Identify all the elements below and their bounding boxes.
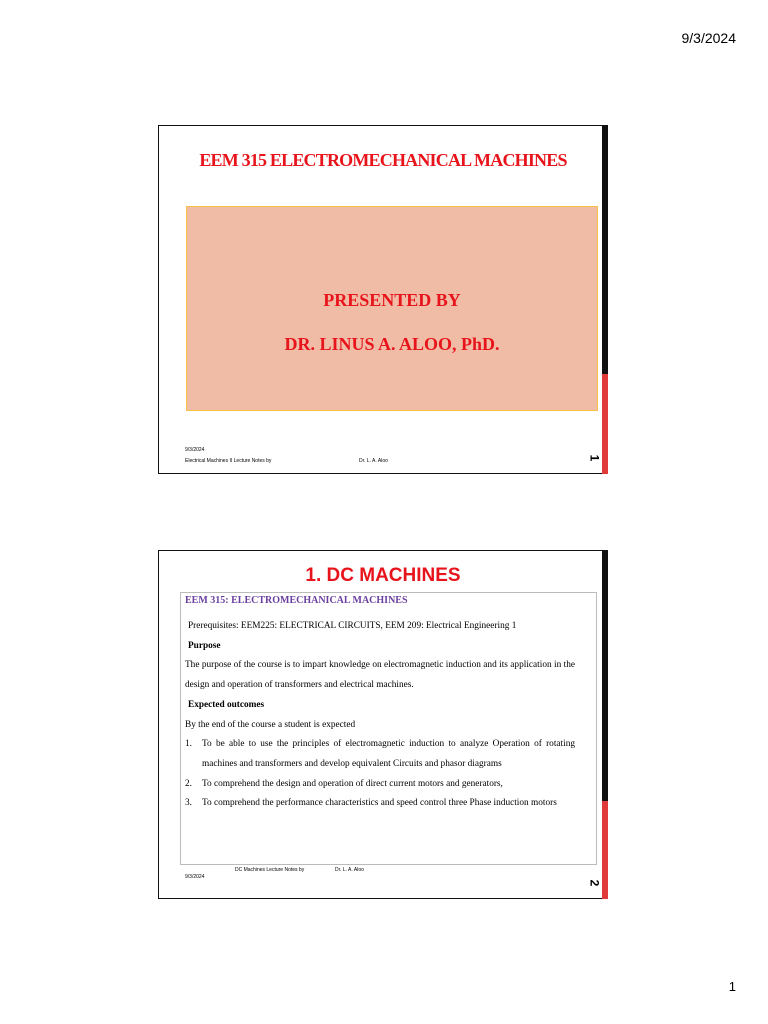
course-title: EEM 315: ELECTROMECHANICAL MACHINES: [185, 595, 408, 606]
slide-1-number: 1: [587, 454, 602, 462]
list-item: [185, 775, 575, 795]
list-item-number: 3.: [185, 798, 192, 809]
list-item-text: To comprehend the performance characteristics and speed control three Phase induction motors: [202, 798, 557, 809]
slide-2-footer-text: DC Machines Lecture Notes by: [235, 867, 305, 873]
prerequisites-text: Prerequisites: EEM225: ELECTRICAL CIRCUITS, EEM 209: Electrical Engineering 1: [188, 621, 517, 631]
presenter-name: DR. LINUS A. ALOO, PhD.: [284, 334, 500, 354]
list-item-text: To comprehend the design and operation of direct current motors and generators,: [202, 778, 503, 789]
slide-1-footer-text: Electrical Machines II Lecture Notes by: [185, 458, 272, 464]
page-date: 9/3/2024: [681, 30, 736, 46]
page-number: 1: [728, 979, 736, 994]
list-item-number: 1.: [185, 739, 192, 750]
list-item-number: 2.: [185, 778, 192, 789]
slide-1: [158, 125, 608, 474]
slide-2: [158, 550, 608, 899]
list-item: [185, 735, 575, 774]
slide-2-title: 1. DC MACHINES: [305, 565, 461, 586]
presented-by-label: PRESENTED BY: [323, 290, 461, 310]
list-item-text: To be able to use the principles of electromagnetic induction to analyze Operation of rotating machines and transformers and develop equivalent Circuits and phasor diagrams: [202, 739, 575, 769]
slide-2-edge-bar: [602, 550, 608, 899]
list-item: [185, 794, 575, 814]
slide-1-footer-date: 9/3/2024: [185, 447, 205, 453]
purpose-text: The purpose of the course is to impart knowledge on electromagnetic induction and its application in the design and operation of transformers and electrical machines.: [185, 660, 575, 691]
slide-2-footer-date: 9/3/2024: [185, 874, 205, 880]
slide-1-title: EEM 315 ELECTROMECHANICAL MACHINES: [199, 150, 567, 170]
slide-1-footer-author: Dr. L. A. Aloo: [359, 458, 388, 464]
outcomes-heading: Expected outcomes: [188, 699, 265, 710]
slide-1-edge-bar: [602, 125, 608, 474]
slide-2-footer-author: Dr. L. A. Aloo: [335, 867, 364, 873]
slide-2-body: [185, 594, 575, 814]
outcomes-intro: By the end of the course a student is expected: [185, 719, 356, 730]
presenter-box: [186, 206, 598, 411]
purpose-heading: Purpose: [188, 640, 221, 651]
slide-2-number: 2: [587, 879, 602, 887]
